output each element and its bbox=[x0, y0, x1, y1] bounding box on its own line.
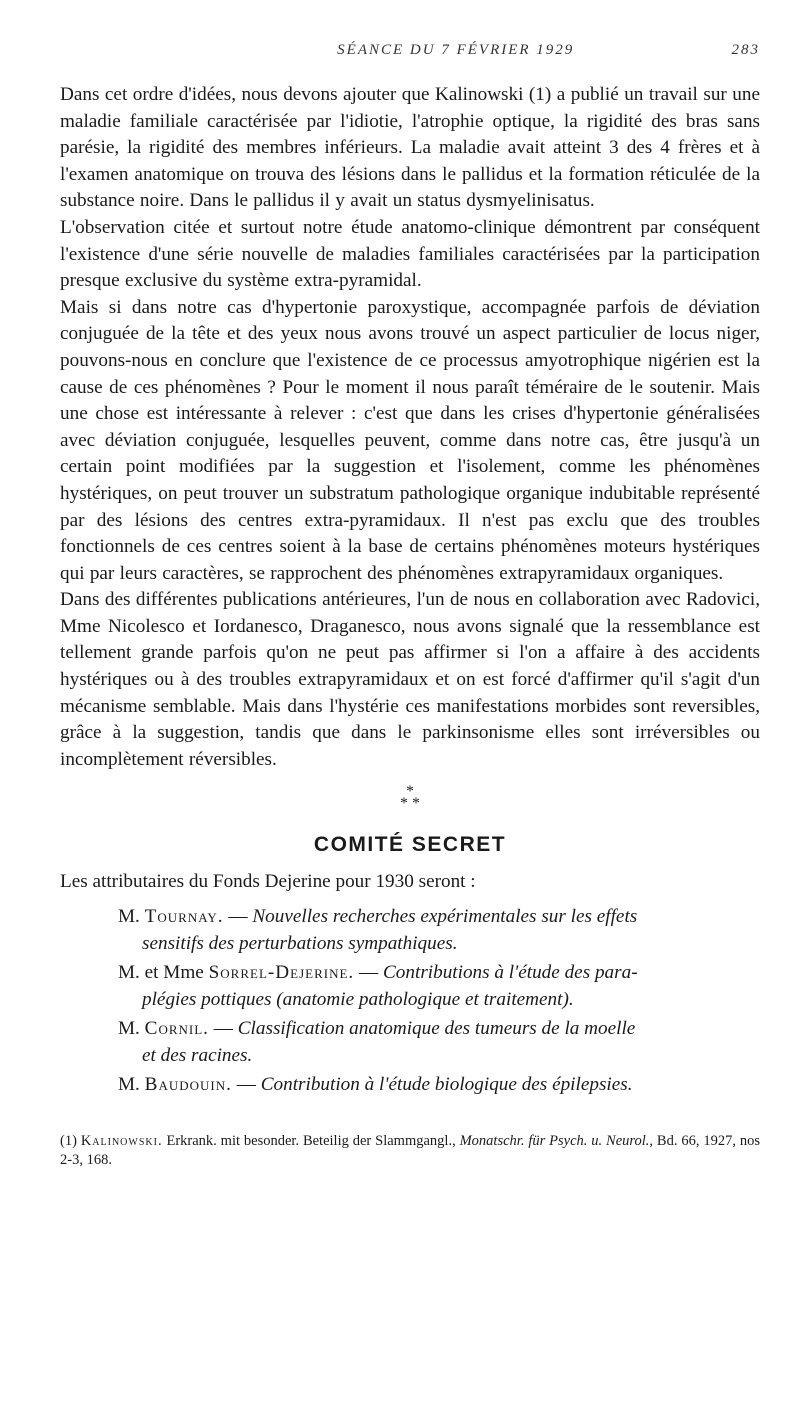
footnote-details: Bd. 66, 1927, nos 2-3, 168. bbox=[60, 1133, 760, 1169]
entry-name: Cornil. bbox=[144, 1018, 209, 1040]
entry-dash: — bbox=[213, 1018, 233, 1040]
award-entry bbox=[118, 959, 760, 1013]
comite-intro: Les attributaires du Fonds Dejerine pour 1930 seront : bbox=[60, 871, 476, 893]
entry-title-cont: et des racines. bbox=[142, 1045, 253, 1067]
paragraph: Dans des différentes publications antérieures, l'un de nous en collaboration avec Radovici, Mme Nicolesco et Iordanesco, Draganesco, nous avons signalé que la ressemblance est tellement grande parfois qu'on ne peut pas affirmer si l'on a affaire à des accidents hystériques ou à des troubles extrapyramidaux et on est forcé d'affirmer qu'il s'agit d'un mécanisme semblable. Mais dans l'hystérie ces manifestations morbides sont reversibles, grâce à la suggestion, tandis que dans le parkinsonisme elles sont irréversibles ou incomplètement réversibles. bbox=[60, 589, 760, 770]
paragraph: L'observation citée et surtout notre étude anatomo-clinique démontrent par conséquent l'existence d'une série nouvelle de maladies familiales caractérisées par la participation presque exclusive du système extra-pyramidal. bbox=[60, 216, 760, 292]
entry-name: Baudouin. bbox=[144, 1074, 232, 1096]
award-entry bbox=[118, 903, 760, 957]
entry-dash: — bbox=[359, 962, 379, 984]
body-text bbox=[60, 82, 760, 773]
award-entry bbox=[118, 1015, 760, 1069]
footnote-journal: Monatschr. für Psych. u. Neurol., bbox=[459, 1133, 654, 1150]
footnote-marker: (1) bbox=[60, 1133, 77, 1150]
entry-title: Nouvelles recherches expérimentales sur les effets bbox=[252, 906, 638, 928]
entry-name: Sorrel-Dejerine. bbox=[208, 962, 355, 984]
award-list bbox=[60, 903, 760, 1098]
entry-title: Classification anatomique des tumeurs de la moelle bbox=[237, 1018, 636, 1040]
page bbox=[60, 42, 760, 1170]
page-number: 283 bbox=[731, 42, 760, 58]
award-entry bbox=[118, 1071, 760, 1098]
paragraph: Dans cet ordre d'idées, nous devons ajouter que Kalinowski (1) a publié un travail sur une maladie familiale caractérisée par l'idiotie, l'atrophie optique, la rigidité des bras sans parésie, la rigidité des membres inférieurs. La maladie avait atteint 3 des 4 frères et à l'examen anatomique on trouva des lésions dans le pallidus et la formation réticulée de la substance noire. Dans le pallidus il y avait un status dysmyelinisatus. bbox=[60, 84, 760, 212]
entry-title: Contributions à l'étude des para- bbox=[383, 962, 638, 984]
entry-title: Contribution à l'étude biologique des épilepsies. bbox=[260, 1074, 633, 1096]
footnote bbox=[60, 1132, 760, 1170]
asterism bbox=[60, 783, 760, 813]
footnote-text: Erkrank. mit besonder. Beteilig der Slammgangl., bbox=[166, 1133, 456, 1150]
section-heading: COMITÉ SECRET bbox=[313, 833, 507, 857]
running-head bbox=[60, 42, 760, 64]
running-head-title: SÉANCE DU 7 FÉVRIER 1929 bbox=[337, 42, 575, 58]
entry-prefix: M. bbox=[118, 1074, 140, 1096]
entry-prefix: M. et Mme bbox=[118, 962, 204, 984]
entry-prefix: M. bbox=[118, 906, 140, 928]
entry-name: Tournay. bbox=[144, 906, 224, 928]
asterism-top: * bbox=[406, 783, 414, 801]
entry-title-cont: sensitifs des perturbations sympathiques. bbox=[142, 933, 458, 955]
footnote-author: Kalinowski. bbox=[80, 1133, 163, 1150]
paragraph: Mais si dans notre cas d'hypertonie paroxystique, accompagnée parfois de déviation conjuguée de la tête et des yeux nous avons trouvé un aspect particulier de locus niger, pouvons-nous en conclure que l'existence de ce processus amyotrophique nigérien est la cause de ces phénomènes ? Pour le moment il nous paraît téméraire de le soutenir. Mais une chose est intéressante à relever : c'est que dans les crises d'hypertonie généralisées avec déviation conjuguée, lesquelles peuvent, comme dans notre cas, être jusqu'à un certain point modifiées par la suggestion et l'isolement, comme les phénomènes hystériques, on peut trouver un substratum pathologique organique indubitable représenté par des lésions des centres extra-pyramidaux. Il n'est pas exclu que des troubles fonctionnels de ces centres soient à la base de certains phénomènes moteurs hystériques qui par leurs caractères, se rapprochent des phénomènes extrapyramidaux organiques. bbox=[60, 296, 760, 584]
asterism-bottom: * * bbox=[400, 795, 420, 813]
entry-dash: — bbox=[236, 1074, 256, 1096]
entry-title-cont: plégies pottiques (anatomie pathologique et traitement). bbox=[142, 989, 574, 1011]
entry-dash: — bbox=[228, 906, 248, 928]
entry-prefix: M. bbox=[118, 1018, 140, 1040]
